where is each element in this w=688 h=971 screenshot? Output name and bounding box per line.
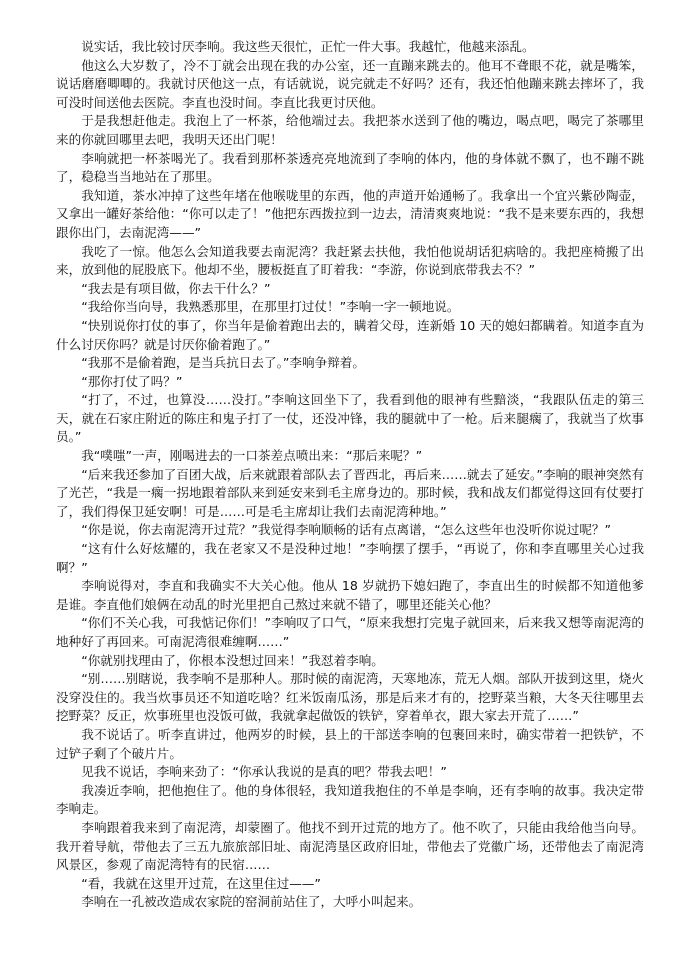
paragraph: “看，我就在这里开过荒，在这里住过——” <box>81 875 321 891</box>
paragraph: 见我不说话，李响来劲了：“你承认我说的是真的吧？带我去吧！” <box>81 764 447 780</box>
paragraph: “我那不是偷着跑，是当兵抗日去了。”李响争辩着。 <box>81 355 365 371</box>
story-page <box>56 38 644 912</box>
paragraph: “别……别瞎说，我李响不是那种人。那时候的南泥湾，天寒地冻，荒无人烟。部队开拔到这里，烧火没穿没住的。我当炊事员还不知道吃啥？红米饭南瓜汤，那是后来才有的，挖野菜当粮，大冬天往哪里去挖野菜？反正，炊事班里也没饭可做，我就拿起做饭的铁铲，穿着单衣，跟大家去开荒了……” <box>56 671 644 724</box>
paragraph: 李响说得对，李直和我确实不大关心他。他从 18 岁就扔下媳妇跑了，李直出生的时候都不知道他爹是谁。李直他们娘俩在动乱的时光里把自己熬过来就不错了，哪里还能关心他？ <box>56 578 644 612</box>
paragraph: 我不说话了。听李直讲过，他两岁的时候，县上的干部送李响的包裹回来时，确实带着一把铁铲，不过铲子剩了个破片片。 <box>56 726 644 761</box>
paragraph: 李响就把一杯茶喝光了。我看到那杯茶透亮亮地流到了李响的体内，他的身体就不飘了，也不蹦不跳了，稳稳当当地站在了那里。 <box>56 150 644 185</box>
paragraph: 说实话，我比较讨厌李响。我这些天很忙，正忙一件大事。我越忙，他越来添乱。 <box>81 39 535 54</box>
paragraph: “你们不关心我，可我惦记你们！”李响叹了口气，“原来我想打完鬼子就回来，后来我又想等南泥湾的地种好了再回来。可南泥湾很难缠啊……” <box>56 615 644 649</box>
paragraph: “你是说，你去南泥湾开过荒？”我觉得李响顺畅的话有点离谱，“怎么这些年也没听你说过呢？” <box>81 522 612 538</box>
paragraph: 于是我想赶他走。我泡上了一杯茶，给他端过去。我把茶水送到了他的嘴边，喝点吧，喝完了茶哪里来的你就回哪里去吧，我明天还出门呢！ <box>56 113 644 147</box>
paragraph: “快别说你打仗的事了，你当年是偷着跑出去的，瞒着父母，连新婚 10 天的媳妇都瞒着。知道李直为什么讨厌你吗？就是讨厌你偷着跑了。” <box>56 317 644 352</box>
paragraph: 我知道，茶水冲掉了这些年堵在他喉咙里的东西，他的声道开始通畅了。我拿出一个宜兴紫砂陶壶，又拿出一罐好茶给他：“你可以走了！”他把东西拨拉到一边去，清清爽爽地说：“我不是来要东西的，我想跟你出门，去南泥湾——” <box>56 187 644 240</box>
paragraph: “那你打仗了吗？” <box>81 373 183 389</box>
paragraph: 我吃了一惊。他怎么会知道我要去南泥湾？我赶紧去扶他，我怕他说胡话犯病啥的。我把座椅搬了出来，放到他的屁股底下。他却不坐，腰板挺直了盯着我：“李游，你说到底带我去不？” <box>56 243 644 278</box>
paragraph: 李响跟着我来到了南泥湾，却蒙圈了。他找不到开过荒的地方了。他不吹了，只能由我给他当向导。我开着导航，带他去了三五九旅旅部旧址、南泥湾垦区政府旧址，带他去了党徽广场，还带他去了南泥湾风景区，参观了南泥湾特有的民宿…… <box>56 819 644 873</box>
paragraph: “我去是有项目做，你去干什么？” <box>81 280 271 296</box>
paragraph: “我给你当向导，我熟悉那里，在那里打过仗！”李响一字一顿地说。 <box>81 299 460 315</box>
paragraph: “后来我还参加了百团大战，后来就跟着部队去了晋西北，再后来……就去了延安。”李响的眼神突然有了光芒，“我是一瘸一拐地跟着部队来到延安来到毛主席身边的。那时候，我和战友们都觉得这回有仗要打了，我们得保卫延安啊！可是……可是毛主席却让我们去南泥湾种地。” <box>56 466 644 519</box>
paragraph: 李响在一孔被改造成农家院的窑洞前站住了，大呼小叫起来。 <box>81 894 422 910</box>
paragraph: “打了，不过，也算没……没打。”李响这回坐下了，我看到他的眼神有些黯淡，“我跟队伍走的第三天，就在石家庄附近的陈庄和鬼子打了一仗，还没冲锋，我的腿就中了一枪。后来腿瘸了，我就当了炊事员。” <box>56 392 644 445</box>
paragraph: 我凑近李响，把他抱住了。他的身体很轻，我知道我抱住的不单是李响，还有李响的故事。我决定带李响走。 <box>56 782 644 817</box>
paragraph: 他这么大岁数了，冷不丁就会出现在我的办公室，还一直蹦来跳去的。他耳不聋眼不花，就是嘴笨，说话磨磨唧唧的。我就讨厌他这一点，有话就说，说完就走不好吗？还有，我还怕他蹦来跳去摔坏了，我可没时间送他去医院。李直也没时间。李直比我更讨厌他。 <box>56 57 644 110</box>
paragraph: 我“噗嗤”一声，刚喝进去的一口茶差点喷出来：“那后来呢？” <box>81 448 423 464</box>
paragraph: “这有什么好炫耀的，我在老家又不是没种过地！”李响摆了摆手，“再说了，你和李直哪里关心过我啊？” <box>56 541 644 575</box>
paragraph: “你就别找理由了，你根本没想过回来！”我怼着李响。 <box>81 652 384 668</box>
